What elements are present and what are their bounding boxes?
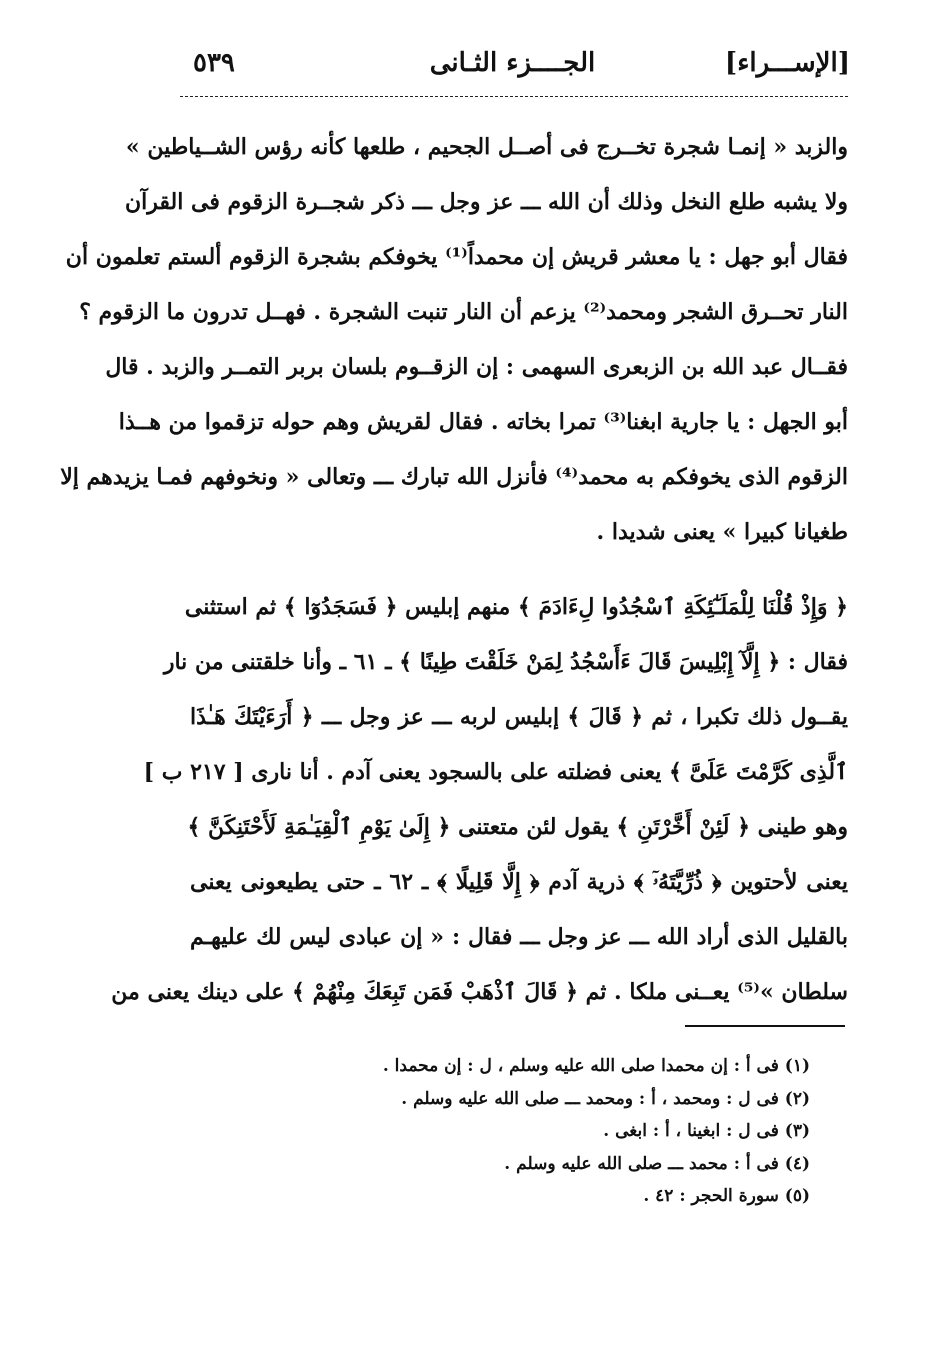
footnote-3: (٣) فى ل : ابغينا ، أ : ابغى . [603,1121,810,1141]
text-line: فقال : ﴿ إِلَّآ إِبْلِيسَ قَالَ ءَأَسْجُدُ لِمَنْ خَلَقْتَ طِينًا ﴾ ـ ٦١ ـ وأنا خلقتنى من نار [163,649,848,675]
footnotes [330,1050,810,1213]
text-line: فقــال عبد الله بن الزبعرى السهمى : إن الزقــوم بلسان بربر التمــر والزبد . قال [105,354,848,380]
text-line: طغيانا كبيرا » يعنى شديدا . [596,519,848,545]
footnote-2: (٢) فى ل : ومحمد ، أ : ومحمد ـــ صلى الله عليه وسلم . [401,1088,810,1109]
text-line: وهو طينى ﴿ لَئِنْ أَخَّرْتَنِ ﴾ يقول لئن متعتنى ﴿ إِلَىٰ يَوْمِ ٱلْقِيَـٰمَةِ لَأَحْتَنِكَنَّ ﴾ [187,814,848,840]
text-line: فقال أبو جهل : يا معشر قريش إن محمداً⁽¹⁾ يخوفكم بشجرة الزقوم ألستم تعلمون أن [65,244,848,270]
text-line: أبو الجهل : يا جارية ابغنا⁽³⁾ تمرا بخاته . فقال لقريش وهم حوله تزقموا من هــذا [118,409,848,435]
text-line: ولا يشبه طلع النخل وذلك أن الله ـــ عز وجل ـــ ذكر شجــرة الزقوم فى القرآن [125,189,848,215]
footnote-4: (٤) فى أ : محمد ـــ صلى الله عليه وسلم . [504,1153,810,1174]
paragraph-2 [111,580,848,1020]
text-line: يعنى لأحتوين ﴿ ذُرِّيَّتَهُۥٓ ﴾ ذرية آدم ﴿ إِلَّا قَلِيلًا ﴾ ـ ٦٢ ـ حتى يطيعونى يعنى [190,869,848,895]
footnote-1: (١) فى أ : إن محمدا صلى الله عليه وسلم ، ل : إن محمدا . [382,1056,810,1076]
text-line: ٱلَّذِى كَرَّمْتَ عَلَىَّ ﴾ يعنى فضلته على بالسجود يعنى آدم . أنا نارى [ ٢١٧ ب ] [143,759,848,785]
text-line: والزبد « إنمـا شجرة تخــرج فى أصــل الجحيم ، طلعها كأنه رؤس الشــياطين » [125,134,848,160]
text-line: ﴿ وَإِذْ قُلْنَا لِلْمَلَـٰٓئِكَةِ ٱسْجُدُوا لِءَادَمَ ﴾ منهم إبليس ﴿ فَسَجَدُوٓا ﴾ ثم استثنى [184,594,848,620]
footnote-divider [685,1025,845,1027]
paragraph-1 [60,120,848,560]
header-divider [180,96,848,97]
footnote-5: (٥) سورة الحجر : ٤٢ . [643,1186,810,1206]
page-header [175,48,850,88]
text-line: النار تحــرق الشجر ومحمد⁽²⁾ يزعم أن النار تنبت الشجرة . فهــل تدرون ما الزقوم ؟ [79,299,848,325]
page-number: ٥٣٩ [193,48,235,78]
text-line: يقــول ذلك تكبرا ، ثم ﴿ قَالَ ﴾ إبليس لربه ـــ عز وجل ـــ ﴿ أَرَءَيْتَكَ هَـٰذَا [190,704,848,730]
main-text [60,120,848,1020]
text-line: بالقليل الذى أراد الله ـــ عز وجل ـــ فقال : « إن عبادى ليس لك عليهـم [190,924,848,950]
text-line: سلطان »⁽⁵⁾ يعــنى ملكا . ثم ﴿ قَالَ ٱذْهَبْ فَمَن تَبِعَكَ مِنْهُمْ ﴾ على دينك يعنى من [111,979,848,1005]
paragraph-spacer [190,560,848,580]
text-line: الزقوم الذى يخوفكم به محمد⁽⁴⁾ فأنزل الله تبارك ـــ وتعالى « ونخوفهم فمـا يزيدهم إلا [60,464,848,490]
part-title: الجــــزء الثـانى [429,48,596,78]
surah-title: [الإســـراء] [724,48,850,78]
